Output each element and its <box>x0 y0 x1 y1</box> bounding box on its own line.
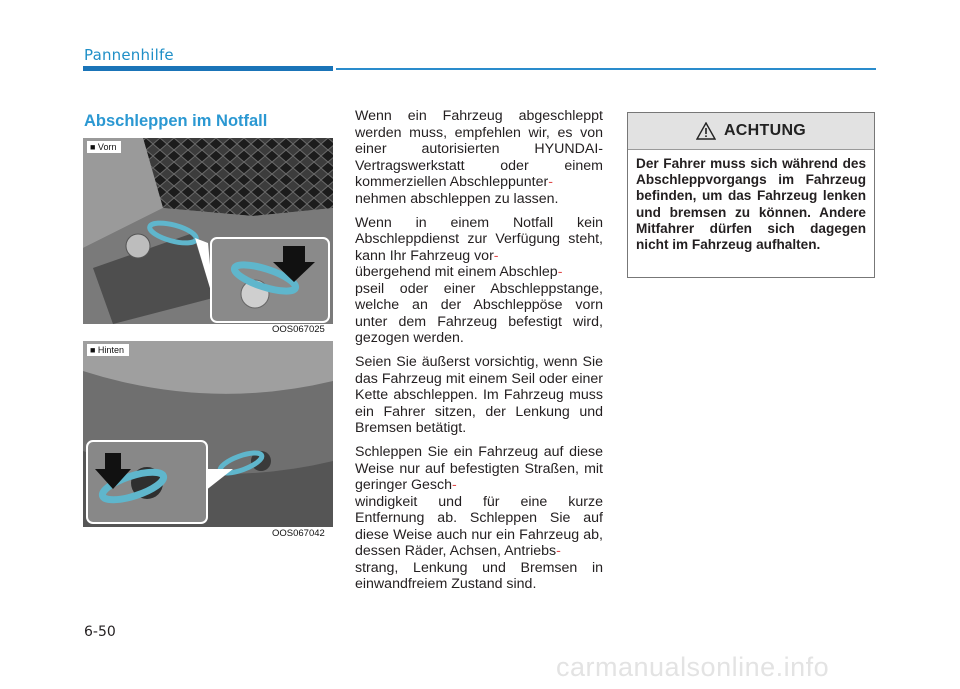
p4-hyphen-1: - <box>452 477 457 493</box>
p4-text-c: strang, Lenkung und Bremsen in einwandfreiem Zustand sind. <box>355 559 603 592</box>
page-number: 6-50 <box>84 624 116 640</box>
figure-rear-tow-hook <box>83 341 333 527</box>
warning-text: Der Fahrer muss sich während des Abschleppvorgangs im Fahrzeug befinden, um das Fahrzeug lenken und bremsen zu können. Andere Mitfahrer dürfen sich dagegen nicht im Fahrzeug aufhalten. <box>636 156 866 253</box>
warning-triangle-icon <box>696 122 716 140</box>
watermark: carmanualsonline.info <box>556 652 830 682</box>
p4-text-b: windigkeit und für eine kurze Entfernung ab. Schleppen Sie auf diese Weise auch nur ein Fahrzeug ab, dessen Räder, Achsen, Antriebs <box>355 493 603 559</box>
section-title: Abschleppen im Notfall <box>84 112 268 130</box>
paragraph-1 <box>355 108 603 207</box>
paragraph-3: Seien Sie äußerst vorsichtig, wenn Sie das Fahrzeug mit einem Seil oder einer Kette abschleppen. Im Fahrzeug muss ein Fahrer sitzen, der Lenkung und Bremsen betätigt. <box>355 354 603 436</box>
p2-hyphen-2: - <box>557 264 563 280</box>
figure-label-rear: ■ Hinten <box>87 344 129 356</box>
figure-front-tow-hook <box>83 138 333 324</box>
p1-text-a: Wenn ein Fahrzeug abgeschleppt werden muss, empfehlen wir, es von einer autorisierten HYUNDAI-Vertragswerkstatt oder einem kommerziellen Abschleppunter <box>355 108 603 190</box>
p2-hyphen-1: - <box>493 247 499 264</box>
front-tow-hook-illustration <box>83 138 333 324</box>
p1-hyphen: - <box>548 174 553 190</box>
figure-code-rear: OOS067042 <box>272 528 325 539</box>
figure-label-front: ■ Vorn <box>87 141 121 153</box>
p4-hyphen-2: - <box>556 543 561 559</box>
header-bar-thick <box>83 66 333 71</box>
rear-tow-hook-illustration <box>83 341 333 527</box>
p1-text-b: nehmen abschleppen zu lassen. <box>355 190 559 207</box>
header-bar-thin <box>336 68 876 70</box>
warning-title: ACHTUNG <box>723 122 807 139</box>
paragraph-4 <box>355 444 603 593</box>
p2-text-c: pseil oder einer Abschleppstange, welche an der Abschleppöse vorn unter dem Fahrzeug befestigt wird, gezogen werden. <box>355 280 603 346</box>
body-text <box>355 108 603 600</box>
figure-code-front: OOS067025 <box>272 324 325 335</box>
warning-box <box>627 112 875 278</box>
p2-text-b: übergehend mit einem Abschlep <box>355 264 558 280</box>
header-section-title: Pannenhilfe <box>84 46 174 64</box>
paragraph-2 <box>355 215 603 347</box>
p2-text-a: Wenn in einem Notfall kein Abschleppdienst zur Verfügung steht, kann Ihr Fahrzeug vor <box>355 214 603 264</box>
warning-header <box>628 113 874 150</box>
p4-text-a: Schleppen Sie ein Fahrzeug auf diese Weise nur auf befestigten Straßen, mit geringer Gesch <box>355 444 603 493</box>
